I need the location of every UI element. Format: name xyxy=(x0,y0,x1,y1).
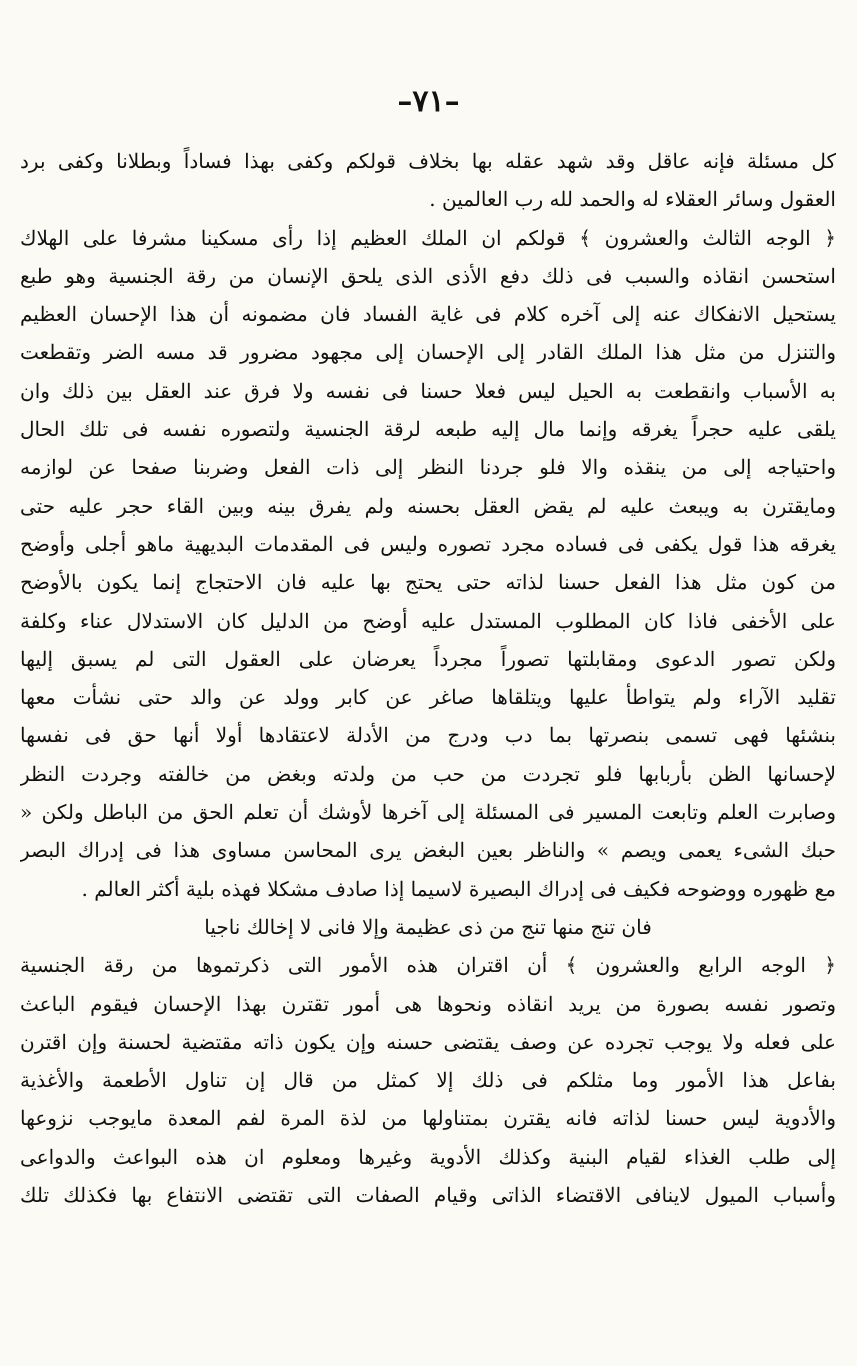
section-heading-line: ﴿ الوجه الثالث والعشرون ﴾ قولكم ان الملك العظيم إذا رأى مسكينا مشرفا على الهلاك xyxy=(20,225,836,250)
page-number: –٧١– xyxy=(397,84,460,119)
text-line: لإحسانها الظن بأربابها فلو تجردت من حب من ولدته وبغض من خالفته وجردت النظر xyxy=(20,761,836,786)
text-line: به الأسباب وانقطعت به الحيل ليس فعلا حسنا فى نفسه ولا فرق عند العقل بين ذلك وان xyxy=(20,378,836,403)
text-line: يغرقه هذا قول يكفى فى فساده مجرد تصوره وليس فى المقدمات البديهية ماهو أجلى وأوضح xyxy=(20,531,836,556)
text-line: من كون مثل هذا الفعل حسنا لذاته حتى يحتج بها عليه فان الاحتجاج إنما يكون بالأوضح xyxy=(20,570,836,595)
text-line: بفاعل هذا الأمور وما مثلكم فى ذلك إلا كمثل من قال إن تناول الأطعمة والأغذية xyxy=(20,1068,836,1093)
text-line: على فعله ولا يوجب تجرده عن وصف يقتضى حسنه وإن يكون ذاته مقتضية لحسنة وإن اقترن xyxy=(20,1029,836,1054)
text-line: على الأخفى فاذا كان المطلوب المستدل عليه أوضح من الدليل كان الاستدلال عناء وكلفة xyxy=(20,608,836,633)
text-line: والأدوية ليس حسنا لذاته فانه يقترن بمتناولها من لذة المرة لفم المعدة مايوجب نزوعها xyxy=(20,1106,836,1131)
text-line: واحتياجه إلى من ينقذه والا فلو جردنا النظر إلى ذات الفعل وضربنا صفحا عن لوازمه xyxy=(20,455,836,480)
text-line: ومايقترن به ويبعث عليه لم يقض العقل بحسنه ولم يفرق بينه وبين القاء حجر عليه حتى xyxy=(20,493,836,518)
text-line: مع ظهوره ووضوحه فكيف فى إدراك البصيرة لاسيما إذا صادف مشكلا فهذه بلية أكثر العالم . xyxy=(81,876,836,901)
text-line: حبك الشىء يعمى ويصم » والناظر بعين البغض يرى المحاسن مساوى هذا فى إدراك البصر xyxy=(20,838,836,863)
text-line: العقول وسائر العقلاء له والحمد لله رب العالمين . xyxy=(429,187,836,212)
body-text xyxy=(20,142,836,1214)
verse-line: فان تنج منها تنج من ذى عظيمة وإلا فانى لا إخالك ناجيا xyxy=(204,914,652,939)
text-line: يلقى عليه حجراً يغرقه وإنما مال إليه طبعه لرقة الجنسية ولتصوره نفسه فى تلك الحال xyxy=(20,417,836,442)
text-line: وأسباب الميول لاينافى الاقتضاء الذاتى وقيام الصفات التى تقتضى الانتفاع بها فكذلك تلك xyxy=(20,1183,836,1208)
text-line: كل مسئلة فإنه عاقل وقد شهد عقله بها بخلاف قولكم وكفى بهذا فساداً وبطلانا وكفى برد xyxy=(20,149,836,173)
text-line: بنشئها فهى تسمى بنصرتها بما دب ودرج من الأدلة لاعتقادها أولا أنها حق فى نفسها xyxy=(20,723,836,748)
text-line: يستحيل الانفكاك عنه إلى آخره كلام فى غاية الفساد فان مضمونه أن هذا الإحسان العظيم xyxy=(20,302,836,327)
text-line: استحسن انقاذه والسبب فى ذلك دفع الأذى الذى يلحق الإنسان من رقة الجنسية وهو طبع xyxy=(20,263,836,288)
text-line: تقليد الآراء ولم يتواطأ عليها ويتلقاها صاغر عن كابر وولد عن والد حتى نشأت معها xyxy=(20,685,836,710)
text-line: وصابرت العلم وتابعت المسير فى المسئلة إلى آخرها لأوشك أن تعلم الحق من الباطل ولكن « xyxy=(20,800,836,825)
text-line: والتنزل من مثل هذا الملك القادر إلى الإحسان إلى مجهود مضرور قد مسه الضر وتقطعت xyxy=(20,340,836,365)
text-line: وتصور نفسه بصورة من يريد انقاذه ونحوها هى أمور تقترن بهذا الإحسان فيقوم الباعث xyxy=(20,991,836,1016)
text-line: إلى طلب الغذاء لقيام البنية وكذلك الأدوية وغيرها ومعلوم ان هذه البواعث والدواعى xyxy=(20,1144,836,1169)
text-line: ولكن تصور الدعوى ومقابلتها تصوراً مجرداً يعرضان على العقول التى لم يسبق إليها xyxy=(20,646,836,671)
section-heading-line: ﴿ الوجه الرابع والعشرون ﴾ أن اقتران هذه الأمور التى ذكرتموها من رقة الجنسية xyxy=(20,953,836,978)
